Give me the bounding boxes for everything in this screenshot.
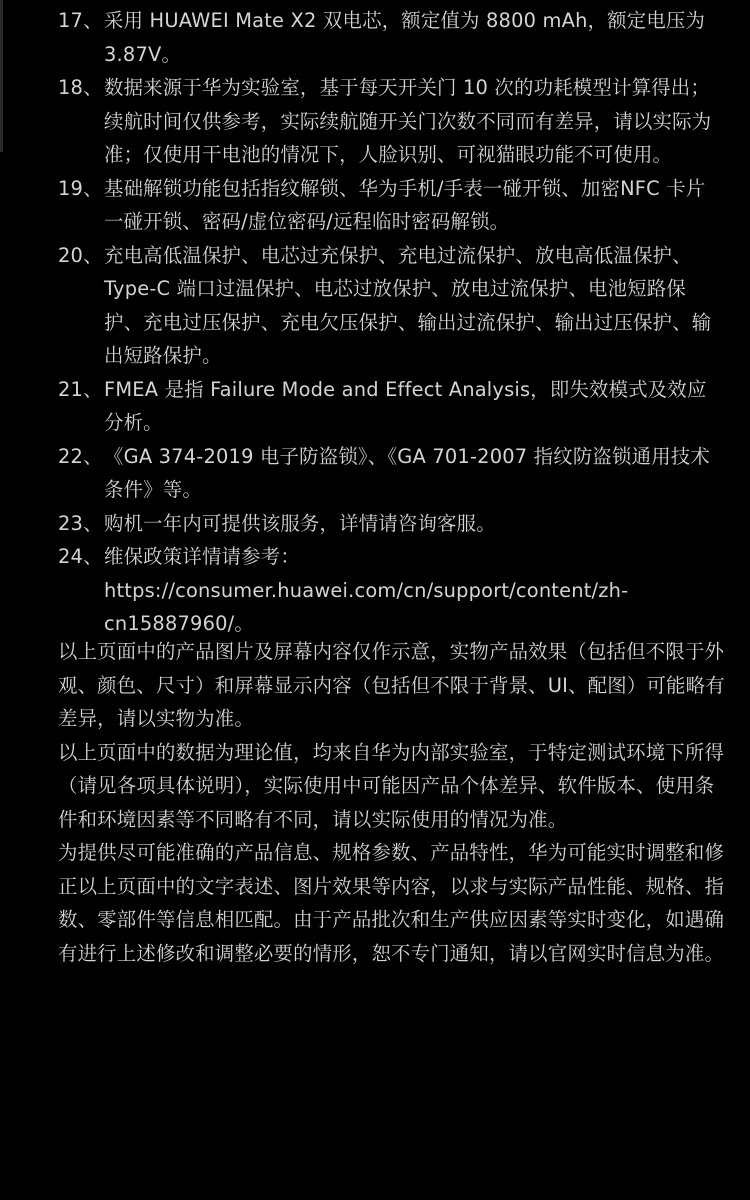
footnote-text: 数据来源于华为实验室，基于每天开关门 10 次的功耗模型计算得出；续航时间仅供参考，实际续航随开关门次数不同而有差异，请以实际为准；仅使用干电池的情况下，人脸识别、可视猫眼功能不可使用。: [104, 76, 712, 166]
footnote-20: [58, 239, 738, 373]
footnote-number: 20、: [58, 243, 103, 267]
disclaimer-updates: 为提供尽可能准确的产品信息、规格参数、产品特性，华为可能实时调整和修正以上页面中的文字表述、图片效果等内容，以求与实际产品性能、规格、指数、零部件等信息相匹配。由于产品批次和生产供应因素等实时变化，如遇确有进行上述修改和调整必要的情形，恕不专门通知，请以官网实时信息为准。: [58, 841, 725, 965]
disclaimer-data: 以上页面中的数据为理论值，均来自华为内部实验室，于特定测试环境下所得（请见各项具体说明），实际使用中可能因产品个体差异、软件版本、使用条件和环境因素等不同略有不同，请以实际使用的情况为准。: [58, 740, 725, 831]
footnote-list: [58, 4, 738, 641]
footnote-number: 17、: [58, 9, 103, 32]
footnote-23: [58, 507, 738, 541]
footnote-number: 19、: [58, 176, 103, 200]
footnote-24: [58, 540, 738, 641]
disclaimer-images: 以上页面中的产品图片及屏幕内容仅作示意，实物产品效果（包括但不限于外观、颜色、尺寸）和屏幕显示内容（包括但不限于背景、UI、配图）可能略有差异，请以实物为准。: [58, 640, 725, 730]
footnote-21: [58, 373, 738, 440]
footnote-text: 基础解锁功能包括指纹解锁、华为手机/手表一碰开锁、加密NFC 卡片一碰开锁、密码/虚位密码/远程临时密码解锁。: [104, 176, 706, 233]
footnote-text: 维保政策详情请参考：https://consumer.huawei.com/cn/support/content/zh-cn15887960/。: [104, 545, 629, 635]
footnote-number: 24、: [58, 545, 103, 568]
footnote-number: 22、: [58, 444, 103, 468]
footnote-17: [58, 4, 738, 71]
footnote-22: [58, 440, 738, 507]
scroll-indicator[interactable]: [0, 0, 3, 152]
footnote-number: 18、: [58, 76, 103, 99]
footnote-number: 21、: [58, 377, 103, 401]
footnote-number: 23、: [58, 511, 103, 535]
footnote-text: 充电高低温保护、电芯过充保护、充电过流保护、放电高低温保护、Type-C 端口过温保护、电芯过放保护、放电过流保护、电池短路保护、充电过压保护、充电欠压保护、输出过流保护、输出过压保护、输出短路保护。: [104, 243, 712, 367]
footnote-18: [58, 71, 738, 172]
footnote-19: [58, 172, 738, 239]
footnote-text: 购机一年内可提供该服务，详情请咨询客服。: [104, 511, 496, 535]
footnote-text: FMEA 是指 Failure Mode and Effect Analysis，即失效模式及效应分析。: [104, 377, 707, 434]
footnote-text: 采用 HUAWEI Mate X2 双电芯，额定值为 8800 mAh，额定电压为 3.87V。: [104, 9, 706, 66]
disclaimer-section: [58, 635, 730, 970]
footnote-text: 《GA 374-2019 电子防盗锁》、《GA 701-2007 指纹防盗锁通用技术条件》等。: [104, 444, 710, 501]
